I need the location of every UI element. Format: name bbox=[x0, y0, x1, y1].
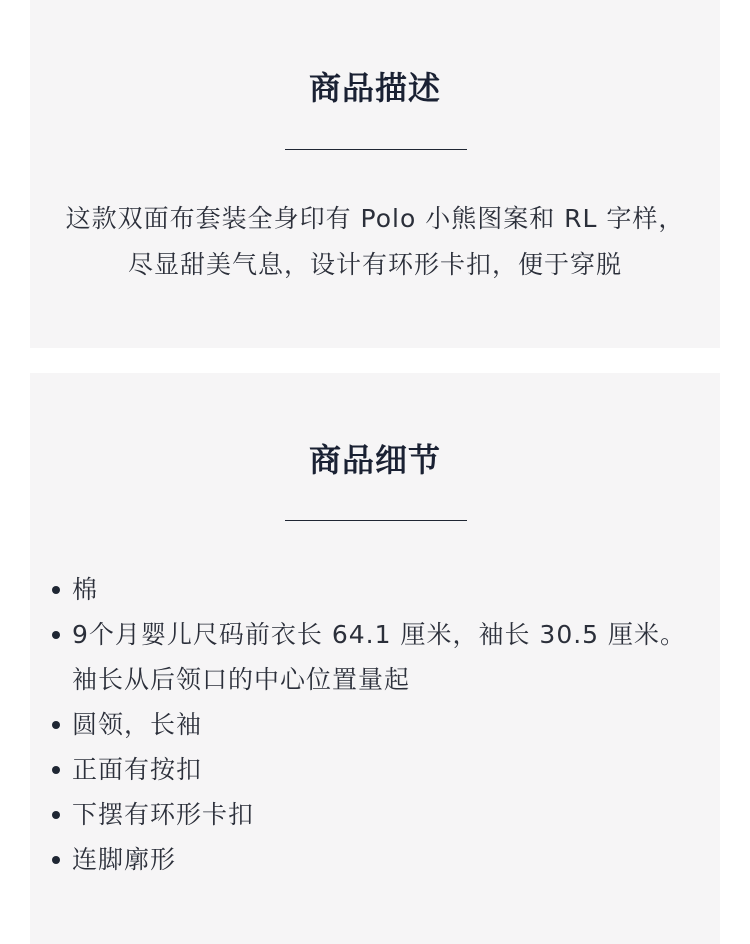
product-details-card bbox=[30, 373, 720, 944]
details-list-item bbox=[72, 567, 690, 612]
details-divider bbox=[285, 520, 467, 521]
details-item-text: 圆领，长袖 bbox=[72, 710, 203, 739]
description-divider bbox=[285, 149, 467, 150]
details-list-item bbox=[72, 837, 690, 882]
bullet-icon bbox=[52, 721, 60, 729]
product-description-card bbox=[30, 0, 720, 348]
details-item-text: 棉 bbox=[72, 575, 99, 604]
details-item-text: 连脚廓形 bbox=[72, 845, 177, 874]
details-list-item bbox=[72, 747, 690, 792]
bullet-icon bbox=[52, 856, 60, 864]
details-item-text: 正面有按扣 bbox=[72, 755, 203, 784]
details-list bbox=[72, 567, 690, 882]
details-item-text: 下摆有环形卡扣 bbox=[72, 800, 255, 829]
bullet-icon bbox=[52, 766, 60, 774]
details-list-item bbox=[72, 792, 690, 837]
bullet-icon bbox=[52, 586, 60, 594]
details-list-item bbox=[72, 612, 690, 702]
description-title: 商品描述 bbox=[308, 69, 441, 107]
details-list-item bbox=[72, 702, 690, 747]
description-text: 这款双面布套装全身印有 Polo 小熊图案和 RL 字样，尽显甜美气息，设计有环形卡扣，便于穿脱 bbox=[65, 204, 685, 279]
details-item-text: 9个月婴儿尺码前衣长 64.1 厘米，袖长 30.5 厘米。袖长从后领口的中心位置量起 bbox=[72, 620, 687, 694]
bullet-icon bbox=[52, 811, 60, 819]
details-title: 商品细节 bbox=[308, 441, 441, 479]
bullet-icon bbox=[52, 631, 60, 639]
